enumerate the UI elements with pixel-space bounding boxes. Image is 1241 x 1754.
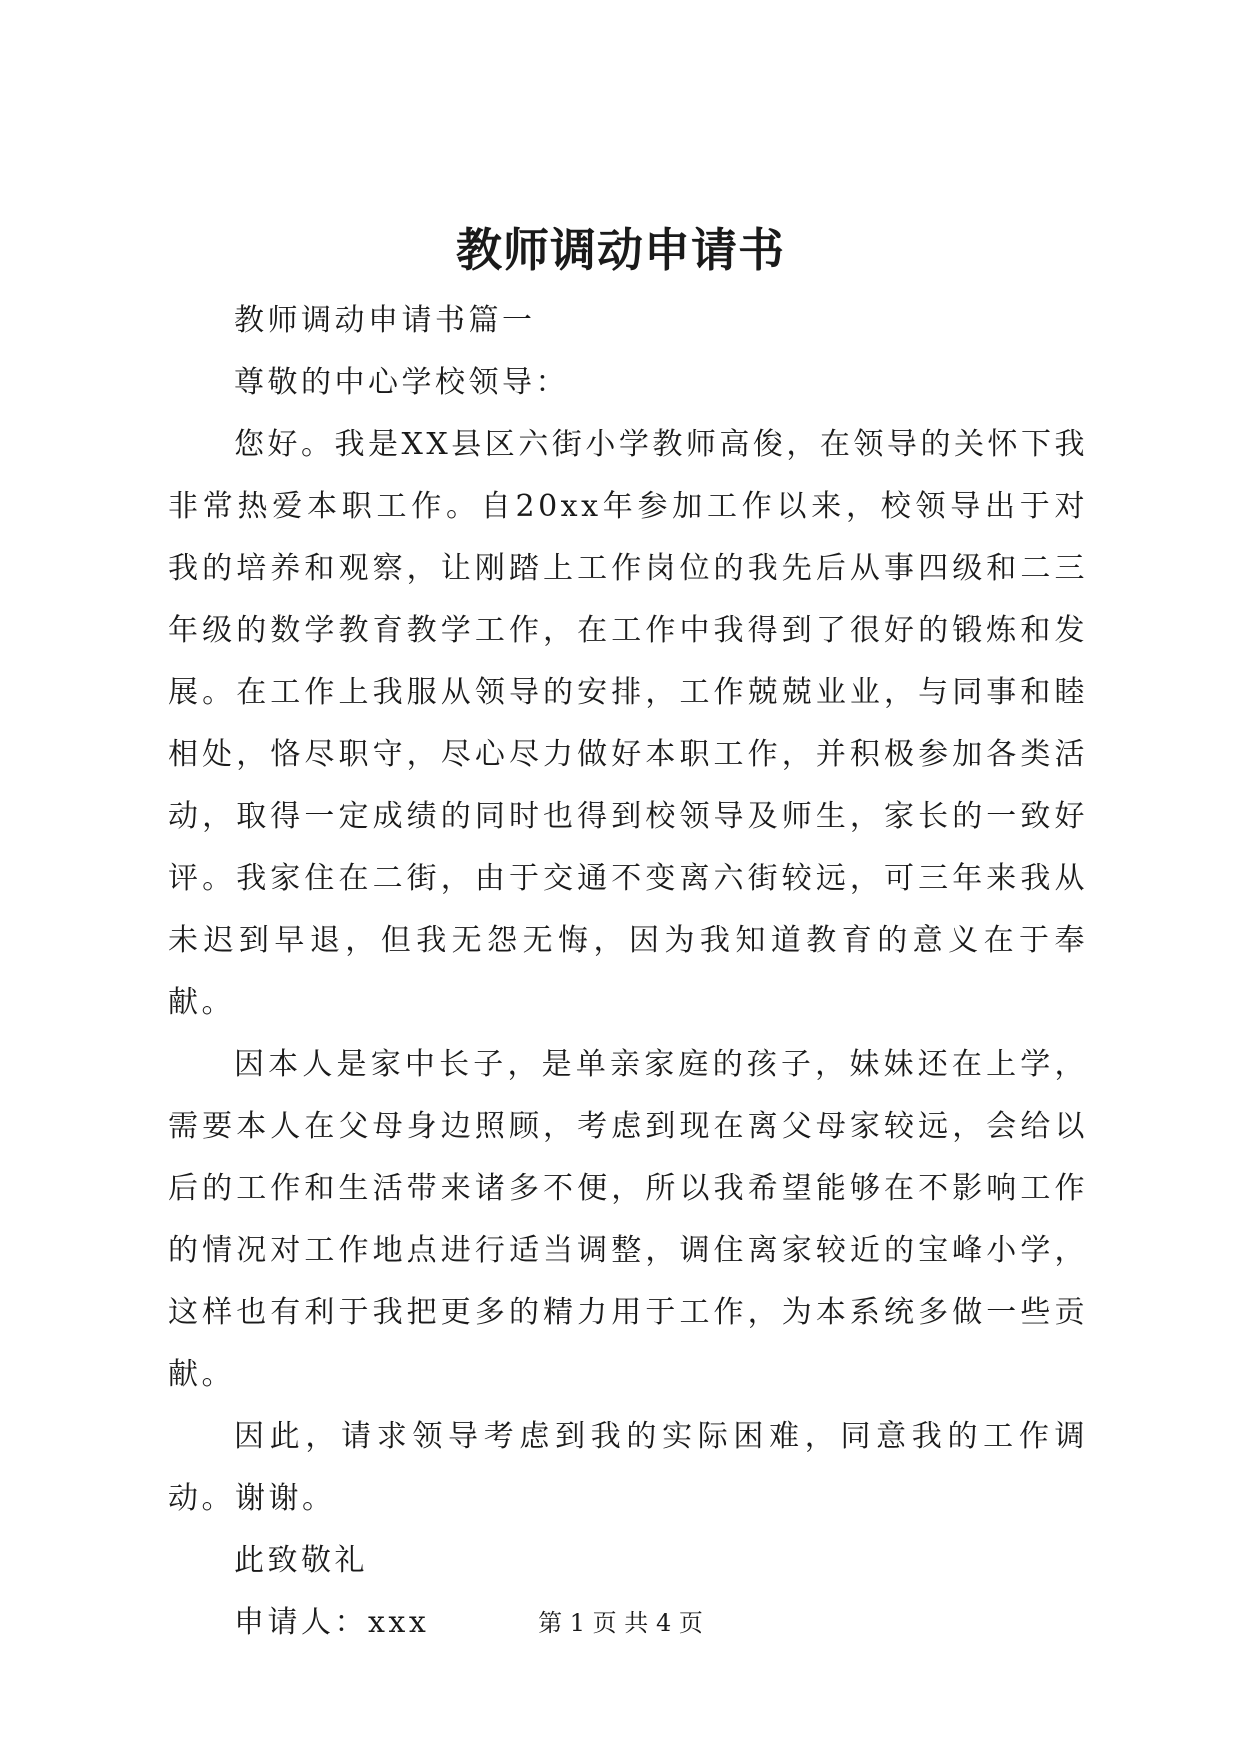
- salutation: 尊敬的中心学校领导：: [234, 365, 569, 400]
- document-title: 教师调动申请书: [456, 223, 785, 277]
- closing: 此致敬礼: [234, 1543, 368, 1578]
- paragraph-request: 因此，请求领导考虑到我的实际困难，同意我的工作调动。谢谢。: [168, 1419, 1088, 1516]
- paragraph-reason: 因本人是家中长子，是单亲家庭的孩子，妹妹还在上学，需要本人在父母身边照顾，考虑到现在离父母家较远，会给以后的工作和生活带来诸多不便，所以我希望能够在不影响工作的情况对工作地点进行适当调整，调住离家较近的宝峰小学，这样也有利于我把更多的精力用于工作，为本系统多做一些贡献。: [168, 1047, 1088, 1392]
- page-number: 第 1 页 共 4 页: [538, 1609, 703, 1637]
- document-body: [168, 290, 1088, 1654]
- section-heading: 教师调动申请书篇一: [234, 303, 536, 338]
- paragraph-introduction: 您好。我是XX县区六街小学教师高俊，在领导的关怀下我非常热爱本职工作。自20xx年参加工作以来，校领导出于对我的培养和观察，让刚踏上工作岗位的我先后从事四级和二三年级的数学教育教学工作，在工作中我得到了很好的锻炼和发展。在工作上我服从领导的安排，工作兢兢业业，与同事和睦相处，恪尽职守，尽心尽力做好本职工作，并积极参加各类活动，取得一定成绩的同时也得到校领导及师生，家长的一致好评。我家住在二街，由于交通不变离六街较远，可三年来我从未迟到早退，但我无怨无悔，因为我知道教育的意义在于奉献。: [168, 427, 1088, 1020]
- applicant-line: 申请人：xxx: [234, 1605, 430, 1640]
